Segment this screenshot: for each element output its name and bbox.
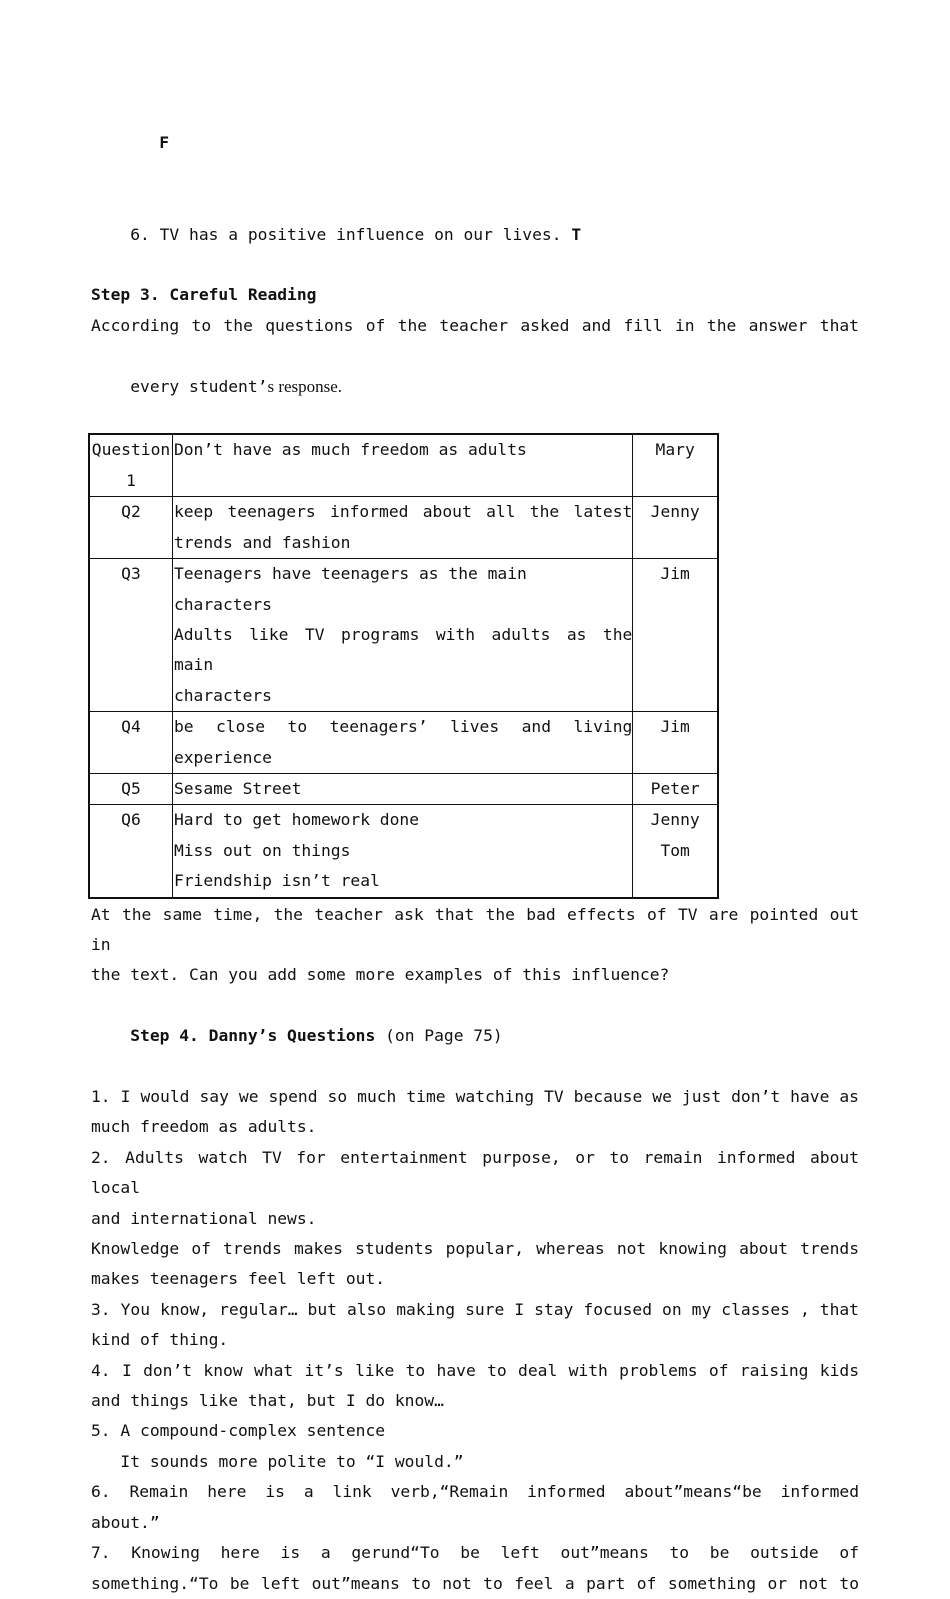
question-cell [89, 773, 172, 804]
after-table-line2: the text. Can you add some more examples of this influence? [91, 965, 670, 985]
answer-cell-line: trends and fashion [173, 532, 351, 552]
item-6-text: 6. TV has a positive influence on our lives. [130, 224, 572, 244]
student-cell [633, 434, 718, 496]
answer-cell [172, 712, 632, 774]
answer-cell [172, 805, 632, 898]
table-row [89, 497, 718, 559]
question-cell-line: Q5 [121, 778, 141, 798]
answer-cell [172, 559, 632, 712]
answer-cell-line: be close to teenagers’ lives and living [173, 717, 633, 737]
step3-instruction-mono: every student’ [130, 376, 268, 396]
answers-table [88, 433, 719, 898]
answer-cell [172, 497, 632, 559]
document-page [91, 98, 859, 1599]
step4-line: about.” [91, 1512, 160, 1532]
question-cell-line: 1 [126, 470, 136, 490]
step4-line: much freedom as adults. [91, 1117, 317, 1137]
step4-line: 3. You know, regular… but also making sure I stay focused on my classes , that [91, 1299, 859, 1319]
step4-line: Knowledge of trends makes students popular, whereas not knowing about trends [91, 1239, 859, 1259]
item-6-answer: T [571, 224, 582, 244]
top-fragment [91, 98, 859, 189]
question-cell-line: Q6 [121, 810, 141, 830]
step4-line: 2. Adults watch TV for entertainment purpose, or to remain informed about local [91, 1147, 859, 1198]
step4-line: and things like that, but I do know… [91, 1391, 444, 1411]
table-row [89, 805, 718, 898]
question-cell-line: Q2 [121, 502, 141, 522]
student-cell [633, 559, 718, 712]
step3-title: Step 3. Careful Reading [91, 285, 317, 305]
step4-lines [91, 1082, 859, 1599]
student-cell-line: Jim [660, 564, 690, 584]
step3-instruction-line2 [91, 341, 859, 432]
step4-line: 7. Knowing here is a gerund“To be left out”means to be outside of [91, 1543, 859, 1563]
student-cell [633, 712, 718, 774]
answer-cell-line: Hard to get homework done [173, 810, 420, 830]
step4-line: It sounds more polite to “I would.” [91, 1451, 464, 1471]
answer-cell-line: characters [173, 685, 272, 705]
answer-cell [172, 773, 632, 804]
step3-instruction-serif: s response. [267, 376, 343, 396]
student-cell [633, 773, 718, 804]
table-row [89, 712, 718, 774]
question-cell-line: Q4 [121, 717, 141, 737]
table-row [89, 434, 718, 496]
answer-cell-line: Miss out on things [173, 840, 351, 860]
step4-line: 5. A compound-complex sentence [91, 1421, 386, 1441]
student-cell [633, 497, 718, 559]
student-cell-line: Jim [660, 717, 690, 737]
step4-line: 1. I would say we spend so much time watching TV because we just don’t have as [91, 1087, 859, 1106]
step4-line: makes teenagers feel left out. [91, 1269, 386, 1289]
step4-line: something.“To be left out”means to not to feel a part of something or not to [91, 1573, 859, 1593]
answers-table-body [89, 434, 718, 897]
step4-line: 6. Remain here is a link verb,“Remain informed about”means“be informed [91, 1482, 859, 1502]
question-cell [89, 497, 172, 559]
step4-heading [91, 991, 859, 1082]
answer-cell-line: keep teenagers informed about all the latest [173, 502, 633, 522]
answer-cell-line: Sesame Street [173, 778, 302, 798]
student-cell-line: Jenny [650, 502, 700, 522]
answer-cell-line: experience [173, 747, 272, 767]
answer-cell-line: Adults like TV programs with adults as the main [173, 624, 633, 675]
student-cell-line: Tom [660, 840, 690, 860]
step4-line: kind of thing. [91, 1330, 229, 1350]
student-cell [633, 805, 718, 898]
table-row [89, 559, 718, 712]
answer-cell-line: Don’t have as much freedom as adults [173, 440, 527, 460]
step4-line: and international news. [91, 1208, 317, 1228]
item-6 [91, 189, 859, 280]
after-table-line1: At the same time, the teacher ask that the bad effects of TV are pointed out in [91, 904, 859, 954]
question-cell-line: Question [91, 440, 171, 460]
question-cell-line: Q3 [121, 564, 141, 584]
answer-f: F [159, 133, 170, 153]
question-cell [89, 434, 172, 496]
student-cell-line: Jenny [650, 810, 700, 830]
answer-cell-line: Friendship isn’t real [173, 871, 380, 891]
question-cell [89, 559, 172, 712]
step4-line: 4. I don’t know what it’s like to have to deal with problems of raising kids [91, 1360, 859, 1380]
step4-title: Step 4. Danny’s Questions [130, 1026, 376, 1046]
answer-cell-line: Teenagers have teenagers as the main characters [173, 564, 527, 614]
question-cell [89, 712, 172, 774]
table-row [89, 773, 718, 804]
step4-page-ref: (on Page 75) [375, 1026, 503, 1046]
question-cell [89, 805, 172, 898]
answer-cell [172, 434, 632, 496]
step3-instruction-line1: According to the questions of the teacher asked and fill in the answer that [91, 315, 859, 335]
student-cell-line: Peter [650, 778, 700, 798]
student-cell-line: Mary [655, 440, 695, 460]
